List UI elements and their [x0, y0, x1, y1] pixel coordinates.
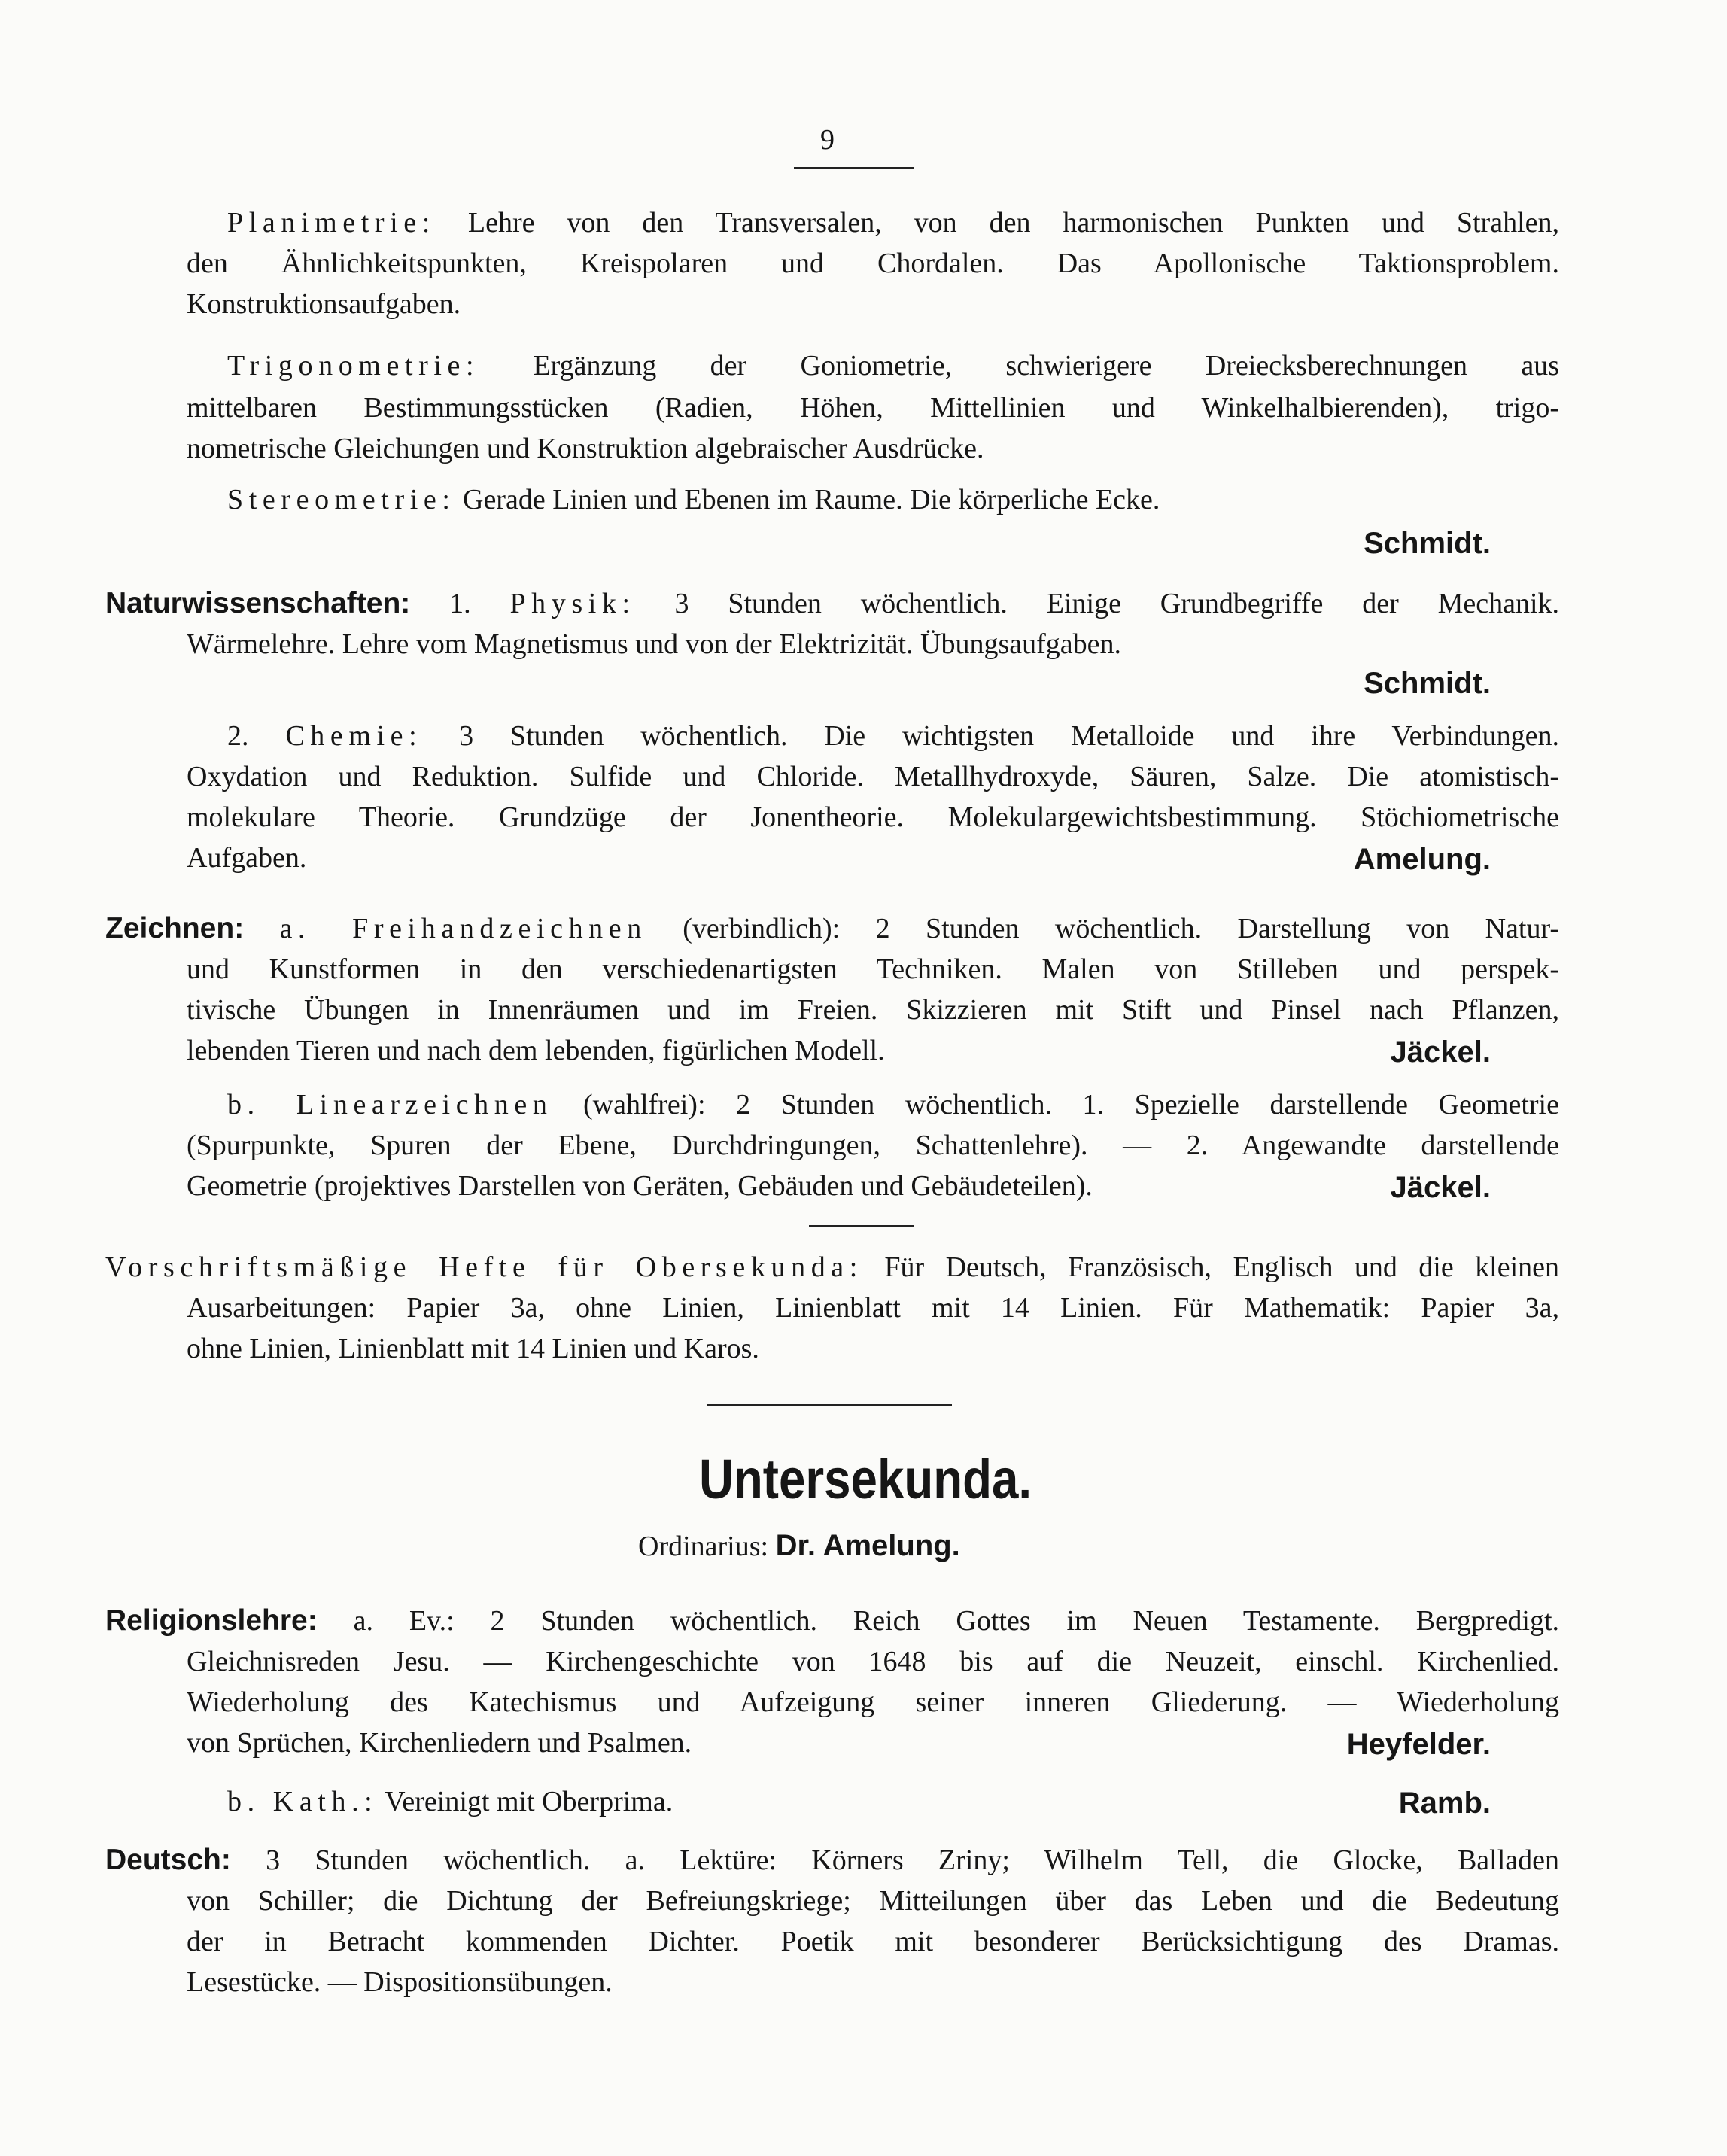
zeichnen-b-line-2: (Spurpunkte, Spuren der Ebene, Durchdringungen, Schattenlehre). — 2. Angewandte darstellende	[187, 1130, 1559, 1161]
zeichnen-a-line-1	[105, 911, 1559, 947]
teacher-signature-chemie: Amelung.	[1353, 843, 1491, 876]
physik-line-2: Wärmelehre. Lehre vom Magnetismus und von der Elektrizität. Übungsaufgaben.	[187, 628, 1121, 660]
religionslehre-heading: Religionslehre:	[105, 1604, 318, 1637]
hefte-line-2: Ausarbeitungen: Papier 3a, ohne Linien, Linienblatt mit 14 Linien. Für Mathematik: Papier 3a,	[187, 1292, 1559, 1324]
hefte-label: Vorschriftsmäßige Hefte für Obersekunda:	[105, 1251, 863, 1283]
zeichnen-a-line-2: und Kunstformen in den verschiedenartigsten Techniken. Malen von Stilleben und perspek-	[187, 953, 1559, 985]
physik-label: Physik:	[509, 588, 636, 619]
zeichnen-a-label: a. Freihandzeichnen	[279, 913, 647, 944]
deutsch-text-1: 3 Stunden wöchentlich. a. Lektüre: Körners Zriny; Wilhelm Tell, die Glocke, Balladen	[266, 1844, 1560, 1876]
deutsch-line-2: von Schiller; die Dichtung der Befreiungskriege; Mitteilungen über das Leben und die Bedeutung	[187, 1885, 1559, 1917]
planimetrie-label: Planimetrie:	[227, 207, 436, 239]
stereometrie-text-1: Gerade Linien und Ebenen im Raume. Die körperliche Ecke.	[463, 484, 1160, 515]
hefte-line-3: ohne Linien, Linienblatt mit 14 Linien und Karos.	[187, 1333, 759, 1364]
ordinarius-line	[638, 1528, 960, 1565]
planimetrie-line-2: den Ähnlichkeitspunkten, Kreispolaren und Chordalen. Das Apollonische Taktionsproblem.	[187, 248, 1559, 279]
planimetrie-line-1	[227, 205, 1559, 241]
section-divider-long	[707, 1404, 952, 1406]
deutsch-line-3: der in Betracht kommenden Dichter. Poetik mit besonderer Berücksichtigung des Dramas.	[187, 1926, 1559, 1957]
zeichnen-b-label: b. Linearzeichnen	[227, 1089, 553, 1121]
naturwissenschaften-heading: Naturwissenschaften:	[105, 587, 411, 619]
trigonometrie-label: Trigonometrie:	[227, 350, 480, 382]
deutsch-line-4: Lesestücke. — Dispositionsübungen.	[187, 1966, 613, 1998]
ordinarius-label: Ordinarius:	[638, 1531, 769, 1562]
physik-text-1: 3 Stunden wöchentlich. Einige Grundbegriffe der Mechanik.	[674, 588, 1560, 619]
teacher-signature-religion-a: Heyfelder.	[1346, 1728, 1491, 1761]
religion-a-label: a. Ev.:	[353, 1605, 455, 1637]
hefte-line-1	[105, 1249, 1559, 1285]
religion-a-line-3: Wiederholung des Katechismus und Aufzeigung seiner inneren Gliederung. — Wiederholung	[187, 1686, 1559, 1718]
zeichnen-b-line-1	[227, 1087, 1559, 1123]
teacher-signature-zeichnen-a: Jäckel.	[1390, 1035, 1491, 1069]
teacher-signature-mathematik: Schmidt.	[1364, 527, 1491, 560]
religion-b-line-1	[227, 1783, 673, 1820]
religion-b-text-1: Vereinigt mit Oberprima.	[385, 1786, 673, 1817]
physik-number: 1.	[449, 588, 471, 619]
religion-a-text-1: 2 Stunden wöchentlich. Reich Gottes im Neuen Testamente. Bergpredigt.	[490, 1605, 1560, 1637]
page-number: 9	[820, 124, 835, 156]
zeichnen-b-line-3: Geometrie (projektives Darstellen von Geräten, Gebäuden und Gebäudeteilen).	[187, 1170, 1093, 1202]
religion-a-line-4: von Sprüchen, Kirchenliedern und Psalmen.	[187, 1727, 692, 1759]
stereometrie-label: Stereometrie:	[227, 484, 456, 515]
zeichnen-b-text-1: (wahlfrei): 2 Stunden wöchentlich. 1. Spezielle darstellende Geometrie	[583, 1089, 1559, 1121]
section-divider-short	[809, 1225, 914, 1227]
zeichnen-a-line-4: lebenden Tieren und nach dem lebenden, figürlichen Modell.	[187, 1035, 885, 1066]
page-number-rule	[794, 167, 914, 169]
section-title-untersekunda: Untersekunda.	[698, 1448, 1032, 1510]
deutsch-line-1	[105, 1842, 1559, 1878]
religion-b-label: b. Kath.:	[227, 1786, 379, 1817]
physik-line-1	[105, 585, 1559, 622]
hefte-text-1: Für Deutsch, Französisch, Englisch und die kleinen	[884, 1251, 1560, 1283]
religion-a-line-1	[105, 1603, 1559, 1639]
stereometrie-line-1	[227, 482, 1160, 518]
planimetrie-text-1: Lehre von den Transversalen, von den harmonischen Punkten und Strahlen,	[467, 207, 1560, 239]
zeichnen-a-line-3: tivische Übungen in Innenräumen und im Freien. Skizzieren mit Stift und Pinsel nach Pflanzen,	[187, 994, 1559, 1026]
chemie-line-2: Oxydation und Reduktion. Sulfide und Chloride. Metallhydroxyde, Säuren, Salze. Die atomistisch-	[187, 761, 1559, 792]
religion-a-line-2: Gleichnisreden Jesu. — Kirchengeschichte von 1648 bis auf die Neuzeit, einschl. Kirchenlied.	[187, 1646, 1559, 1677]
zeichnen-a-text-1: (verbindlich): 2 Stunden wöchentlich. Darstellung von Natur-	[683, 913, 1560, 944]
teacher-signature-zeichnen-b: Jäckel.	[1390, 1171, 1491, 1204]
chemie-line-4: Aufgaben.	[187, 842, 307, 874]
chemie-line-1	[227, 718, 1559, 754]
planimetrie-line-3: Konstruktionsaufgaben.	[187, 288, 461, 320]
chemie-number: 2.	[227, 720, 249, 752]
teacher-signature-religion-b: Ramb.	[1398, 1787, 1491, 1820]
teacher-signature-physik: Schmidt.	[1364, 667, 1491, 700]
trigonometrie-text-1: Ergänzung der Goniometrie, schwierigere Dreiecksberechnungen aus	[533, 350, 1559, 382]
chemie-text-1: 3 Stunden wöchentlich. Die wichtigsten Metalloide und ihre Verbindungen.	[459, 720, 1560, 752]
ordinarius-name: Dr. Amelung.	[775, 1529, 960, 1562]
deutsch-heading: Deutsch:	[105, 1844, 231, 1876]
trigonometrie-line-1	[227, 348, 1559, 384]
chemie-line-3: molekulare Theorie. Grundzüge der Jonentheorie. Molekulargewichtsbestimmung. Stöchiometrische	[187, 801, 1559, 833]
zeichnen-heading: Zeichnen:	[105, 912, 245, 944]
trigonometrie-line-3: nometrische Gleichungen und Konstruktion algebraischer Ausdrücke.	[187, 433, 984, 464]
trigonometrie-line-2: mittelbaren Bestimmungsstücken (Radien, Höhen, Mittellinien und Winkelhalbierenden), trigo-	[187, 392, 1559, 424]
chemie-label: Chemie:	[285, 720, 423, 752]
